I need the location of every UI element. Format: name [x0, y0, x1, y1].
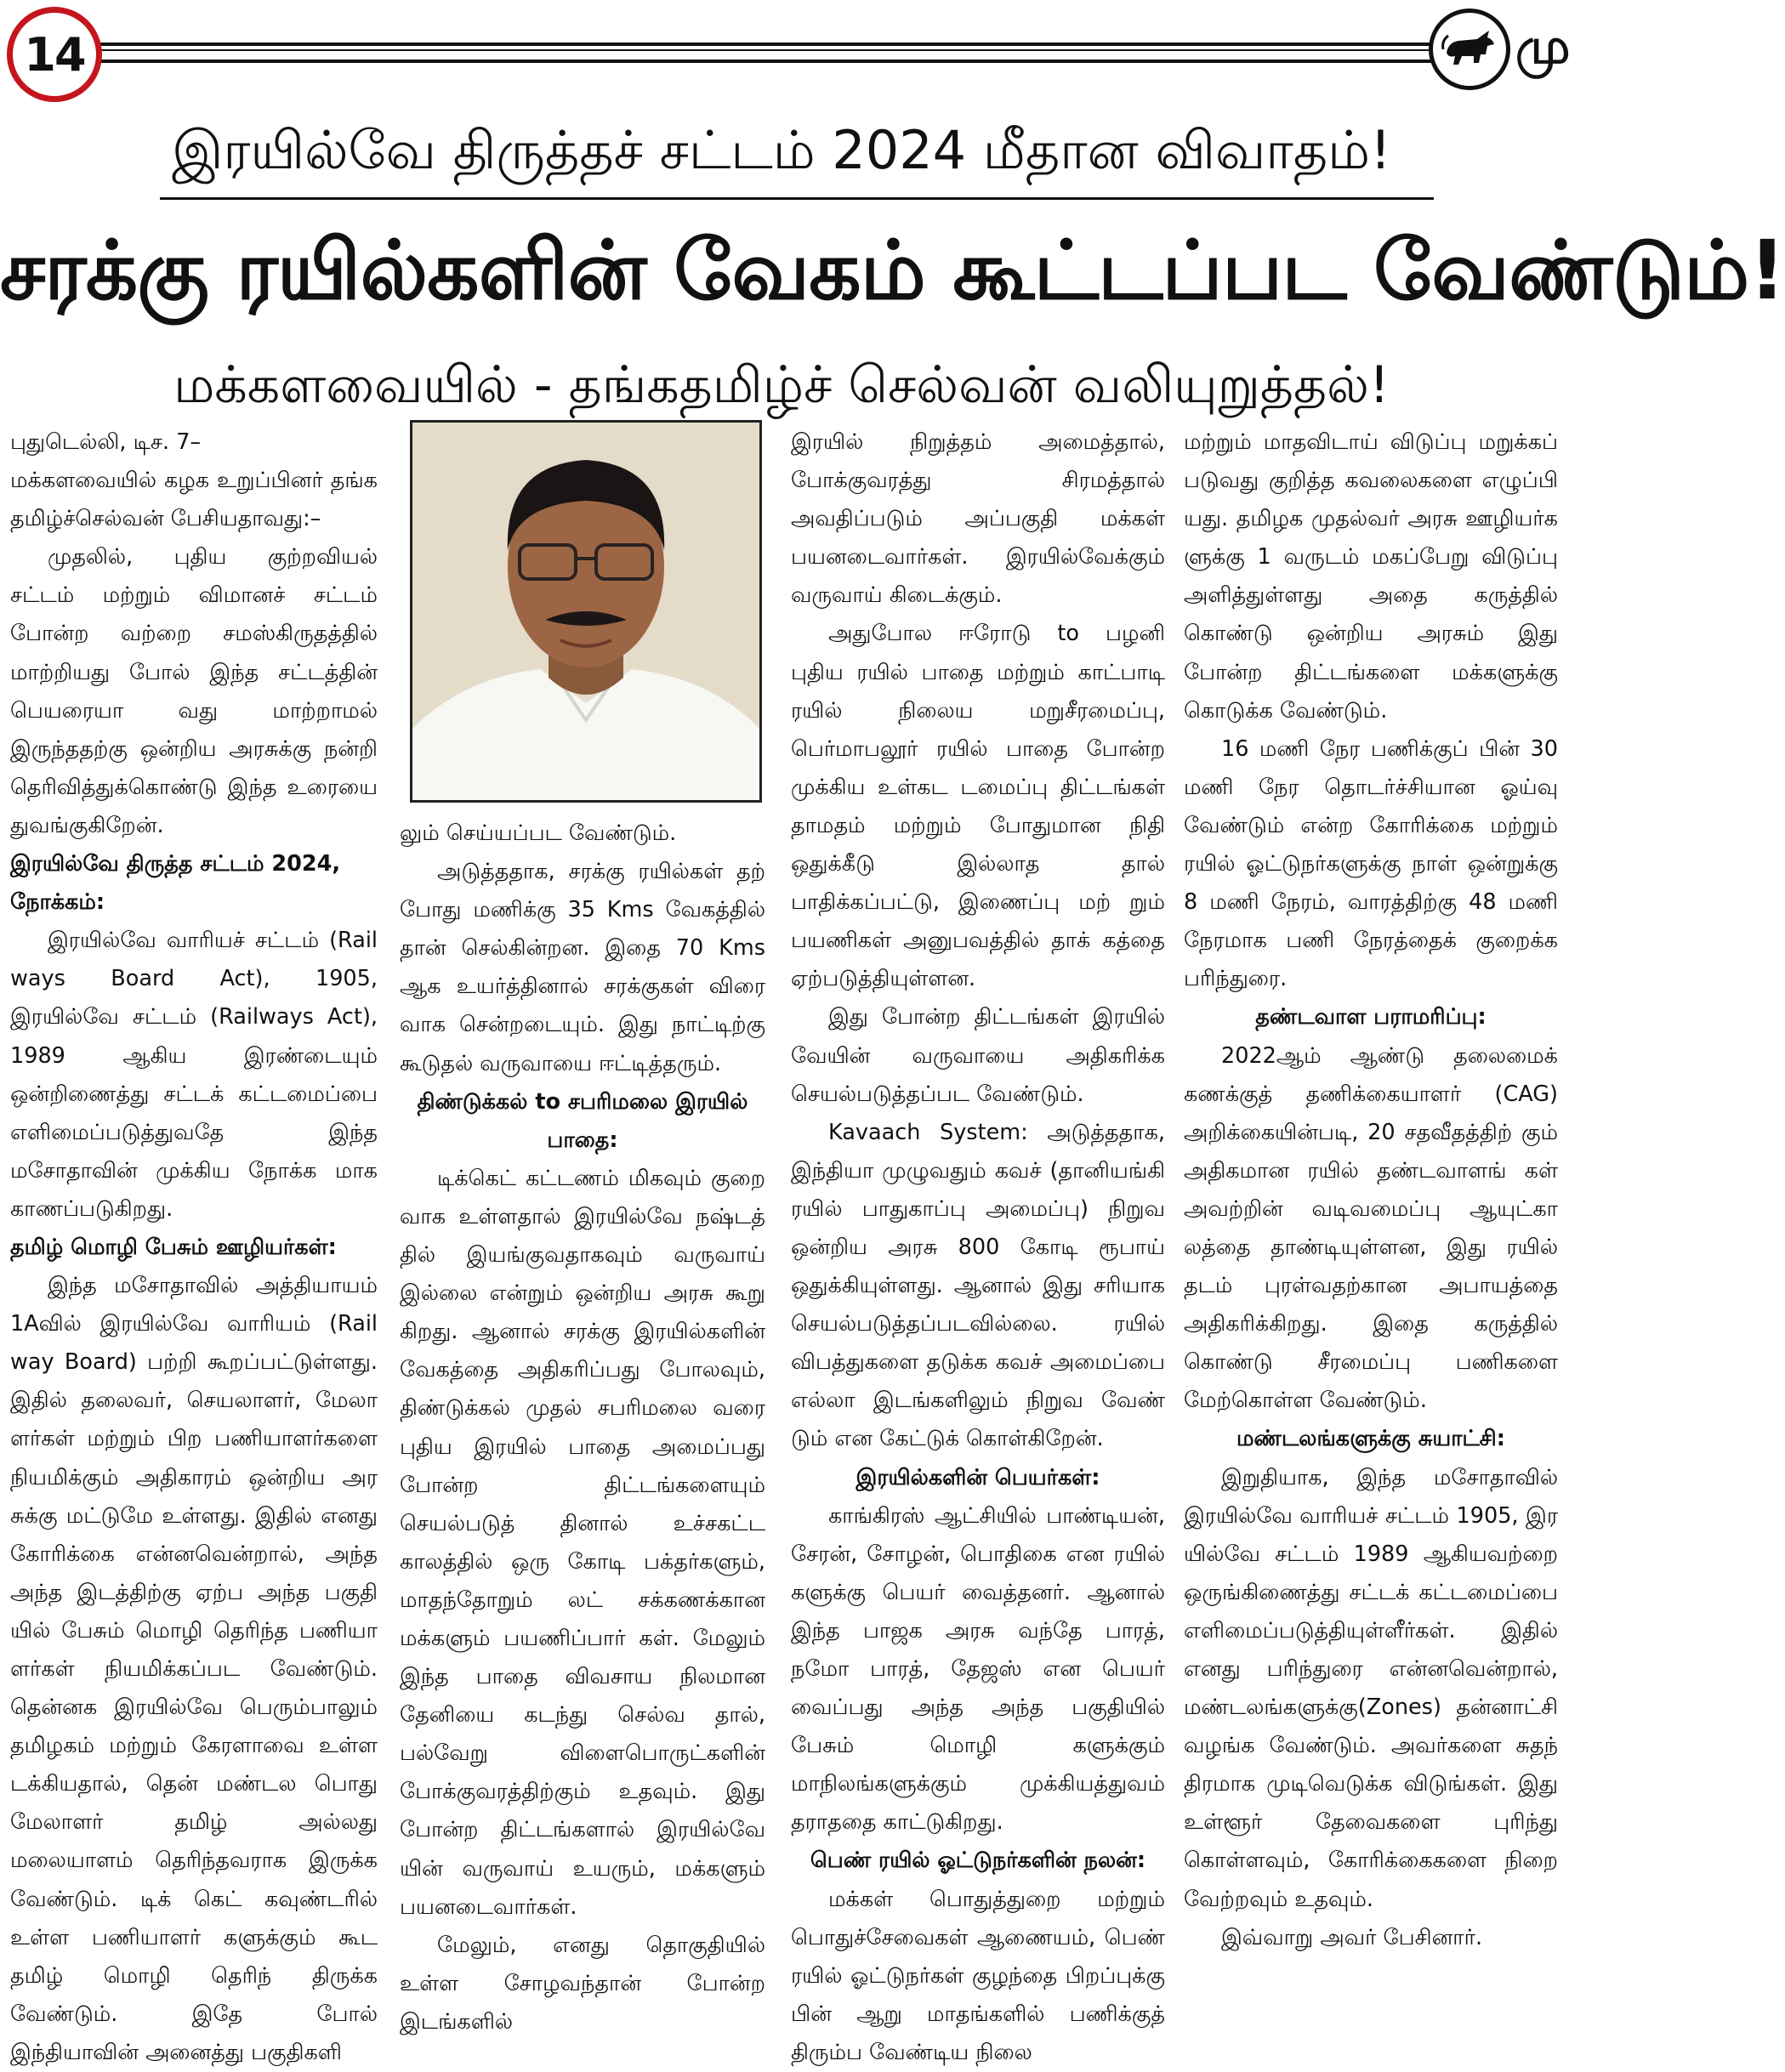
paragraph: அடுத்ததாக, சரக்கு ரயில்கள் தற் போது மணிக்கு 35 Kms வேகத்தில் தான் செல்கின்றன. இதை 70 Kms ஆக உயர்த்தினால் சரக்குகள் விரை வாக சென்றடையும். இது நாட்டிற்கு கூடுதல் வருவாயை ஈட்டித்தரும். — [400, 859, 765, 1076]
subheading: இரயில்வே திருத்த சட்டம் 2024, நோக்கம்: — [10, 851, 341, 916]
bull-logo-icon — [1429, 9, 1510, 90]
subheading: பெண் ரயில் ஓட்டுநர்களின் நலன்: — [810, 1848, 1146, 1874]
paragraph: 2022ஆம் ஆண்டு தலைமைக் கணக்குத் தணிக்கையாளர் (CAG) அறிக்கையின்படி, 20 சதவீதத்திற் கும் அதிகமான ரயில் தண்டவாளங் கள் அவற்றின் வடிவமைப்பு ஆயுட்கா லத்தை தாண்டியுள்ளன, இது ரயில் தடம் புரள்வதற்கான அபாயத்தை அதிகரிக்கிறது. இதை கருத்தில் கொண்டு சீரமைப்பு பணிகளை மேற்கொள்ள வேண்டும். — [1184, 1042, 1558, 1414]
masthead-rule — [100, 43, 1451, 63]
paragraph: இறுதியாக, இந்த மசோதாவில் இரயில்வே வாரியச் சட்டம் 1905, இர யில்வே சட்டம் 1989 ஆகியவற்றை ஒருங்கிணைத்து சட்டக் கட்டமைப்பை எளிமைப்படுத்தியுள்ளீர்கள். இதில் எனது பரிந்துரை என்னவென்றால், மண்டலங்களுக்கு(Zones) தன்னாட்சி வழங்க வேண்டும். அவர்களை சுதந் திரமாக முடிவெடுக்க விடுங்கள். இது உள்ளூர் தேவைகளை புரிந்து கொள்ளவும், கோரிக்கைகளை நிறை வேற்றவும் உதவும். — [1184, 1464, 1558, 1912]
dateline: புதுடெல்லி, டிச. 7– — [10, 429, 202, 455]
paragraph: மேலும், எனது தொகுதியில் உள்ள சோழவந்தான் போன்ற இடங்களில் — [400, 1932, 765, 2035]
masthead-fragment: மு — [1515, 17, 1571, 75]
subheading: திண்டுக்கல் to சபரிமலை இரயில் பாதை: — [417, 1088, 748, 1153]
paragraph: இந்த மசோதாவில் அத்தியாயம் 1Aவில் இரயில்வே வாரியம் (Rail way Board) பற்றி கூறப்பட்டுள்ளது. இதில் தலைவர், செயலாளர், மேலா ளர்கள் மற்றும் பிற பணியாளர்களை நியமிக்கும் அதிகாரம் ஒன்றிய அர சுக்கு மட்டுமே உள்ளது. இதில் எனது கோரிக்கை என்னவென்றால், அந்த அந்த இடத்திற்கு ஏற்ப அந்த பகுதி யில் பேசும் மொழி தெரிந்த பணியா ளர்கள் நியமிக்கப்பட வேண்டும். தென்னக இரயில்வே பெரும்பாலும் தமிழகம் மற்றும் கேரளாவை உள்ள டக்கியதால், தென் மண்டல பொது மேலாளர் தமிழ் அல்லது மலையாளம் தெரிந்தவராக இருக்க வேண்டும். டிக் கெட் கவுண்டரில் உள்ள பணியாளர் களுக்கும் கூட தமிழ் மொழி தெரிந் திருக்க வேண்டும். இதே போல் இந்தியாவின் அனைத்து பகுதிகளி — [10, 1273, 378, 2065]
paragraph: அதுபோல ஈரோடு to பழனி புதிய ரயில் பாதை மற்றும் காட்பாடி ரயில் நிலைய மறுசீரமைப்பு, பெர்மாபலூர் ரயில் பாதை போன்ற முக்கிய உள்கட டமைப்பு திட்டங்கள் தாமதம் மற்றும் போதுமான நிதி ஒதுக்கீடு இல்லாத தால் பாதிக்கப்பட்டு, இணைப்பு மற் றும் பயணிகள் அனுபவத்தில் தாக் கத்தை ஏற்படுத்தியுள்ளன. — [791, 621, 1165, 992]
subheading: தமிழ் மொழி பேசும் ஊழியர்கள்: — [10, 1234, 337, 1260]
kicker-underline — [160, 197, 1434, 200]
paragraph: மக்களவையில் கழக உறுப்பினர் தங்க தமிழ்ச்செல்வன் பேசியதாவது:– — [10, 468, 378, 532]
paragraph: காங்கிரஸ் ஆட்சியில் பாண்டியன், சேரன், சோழன், பொதிகை என ரயில் களுக்கு பெயர் வைத்தனர். ஆனால் இந்த பாஜக அரசு வந்தே பாரத், நமோ பாரத், தேஜஸ் என பெயர் வைப்பது அந்த அந்த பகுதியில் பேசும் மொழி களுக்கும் மாநிலங்களுக்கும் முக்கியத்துவம் தராததை காட்டுகிறது. — [791, 1502, 1165, 1836]
paragraph: இரயில் நிறுத்தம் அமைத்தால், போக்குவரத்து சிரமத்தால் அவதிப்படும் அப்பகுதி மக்கள் பயனடைவார்கள். இரயில்வேக்கும் வருவாய் கிடைக்கும். — [791, 429, 1165, 609]
paragraph: டிக்கெட் கட்டணம் மிகவும் குறை வாக உள்ளதால் இரயில்வே நஷ்டத் தில் இயங்குவதாகவும் வருவாய் இல்லை என்றும் ஒன்றிய அரசு கூறு கிறது. ஆனால் சரக்கு இரயில்களின் வேகத்தை அதிகரிப்பது போலவும், திண்டுக்கல் முதல் சபரிமலை வரை புதிய இரயில் பாதை அமைப்பது போன்ற திட்டங்களையும் செயல்படுத் தினால் உச்சகட்ட காலத்தில் ஒரு கோடி பக்தர்களும், மாதந்தோறும் லட் சக்கணக்கான மக்களும் பயணிப்பார் கள். மேலும் இந்த பாதை விவசாய நிலமான தேனியை கடந்து செல்வ தால், பல்வேறு விளைபொருட்களின் போக்குவரத்திற்கும் உதவும். இது போன்ற திட்டங்களால் இரயில்வே யின் வருவாய் உயரும், மக்களும் பயனடைவார்கள். — [400, 1165, 765, 1920]
article-column-4 — [1184, 423, 1558, 1998]
sub-headline: மக்களவையில் - தங்கதமிழ்ச் செல்வன் வலியுறுத்தல்! — [173, 355, 1390, 415]
paragraph: இது போன்ற திட்டங்கள் இரயில் வேயின் வருவாயை அதிகரிக்க செயல்படுத்தப்பட வேண்டும். — [791, 1004, 1165, 1107]
main-headline: சரக்கு ரயில்களின் வேகம் கூட்டப்பட வேண்டும்! — [0, 223, 1785, 318]
sign-off: இவ்வாறு அவர் பேசினார். — [1221, 1924, 1483, 1950]
kicker-headline: இரயில்வே திருத்தச் சட்டம் 2024 மீதான விவாதம்! — [172, 119, 1391, 181]
paragraph: Kavaach System: அடுத்ததாக, இந்தியா முழுவதும் கவச் (தானியங்கி ரயில் பாதுகாப்பு அமைப்பு) நிறுவ ஒன்றிய அரசு 800 கோடி ரூபாய் ஒதுக்கியுள்ளது. ஆனால் இது சரியாக செயல்படுத்தப்படவில்லை. ரயில் விபத்துகளை தடுக்க கவச் அமைப்பை எல்லா இடங்களிலும் நிறுவ வேண் டும் என கேட்டுக் கொள்கிறேன். — [791, 1119, 1165, 1452]
paragraph: மற்றும் மாதவிடாய் விடுப்பு மறுக்கப் படுவது குறித்த கவலைகளை எழுப்பி யது. தமிழக முதல்வர் அரசு ஊழியர்க ளுக்கு 1 வருடம் மகப்பேறு விடுப்பு அளித்துள்ளது அதை கருத்தில் கொண்டு ஒன்றிய அரசும் இது போன்ற திட்டங்களை மக்களுக்கு கொடுக்க வேண்டும். — [1184, 429, 1558, 724]
paragraph: 16 மணி நேர பணிக்குப் பின் 30 மணி நேர தொடர்ச்சியான ஓய்வு வேண்டும் என்ற கோரிக்கை மற்றும் ரயில் ஓட்டுநர்களுக்கு நாள் ஒன்றுக்கு 8 மணி நேரம், வாரத்திற்கு 48 மணி நேரமாக பணி நேரத்தைக் குறைக்க பரிந்துரை. — [1184, 735, 1558, 992]
paragraph: இரயில்வே வாரியச் சட்டம் (Rail ways Board Act), 1905, இரயில்வே சட்டம் (Railways Act), 1989 ஆகிய இரண்டையும் ஒன்றிணைத்து சட்டக் கட்டமைப்பை எளிமைப்படுத்துவதே இந்த மசோதாவின் முக்கிய நோக்க மாக காணப்படுகிறது. — [10, 928, 378, 1222]
subheading: தண்டவாள பராமரிப்பு: — [1255, 1004, 1487, 1030]
subheading: மண்டலங்களுக்கு சுயாட்சி: — [1236, 1426, 1505, 1452]
paragraph: லும் செய்யப்பட வேண்டும். — [400, 820, 677, 846]
page-number: 14 — [24, 27, 85, 82]
article-column-3 — [791, 423, 1165, 2065]
paragraph: முதலில், புதிய குற்றவியல் சட்டம் மற்றும் விமானச் சட்டம் போன்ற வற்றை சமஸ்கிருதத்தில் மாற்றியது போல் இந்த சட்டத்தின் பெயரையா வது மாற்றாமல் இருந்ததற்கு ஒன்றிய அரசுக்கு நன்றி தெரிவித்துக்கொண்டு இந்த உரையை துவங்குகிறேன். — [10, 544, 378, 838]
article-column-2 — [400, 423, 765, 2035]
subheading: இரயில்களின் பெயர்கள்: — [856, 1464, 1100, 1490]
page-number-badge — [7, 7, 102, 102]
paragraph: மக்கள் பொதுத்துறை மற்றும் பொதுச்சேவைகள் ஆணையம், பெண் ரயில் ஓட்டுநர்கள் குழந்தை பிறப்புக்கு பின் ஆறு மாதங்களில் பணிக்குத் திரும்ப வேண்டிய நிலை — [791, 1886, 1165, 2065]
article-column-1 — [10, 423, 378, 2065]
